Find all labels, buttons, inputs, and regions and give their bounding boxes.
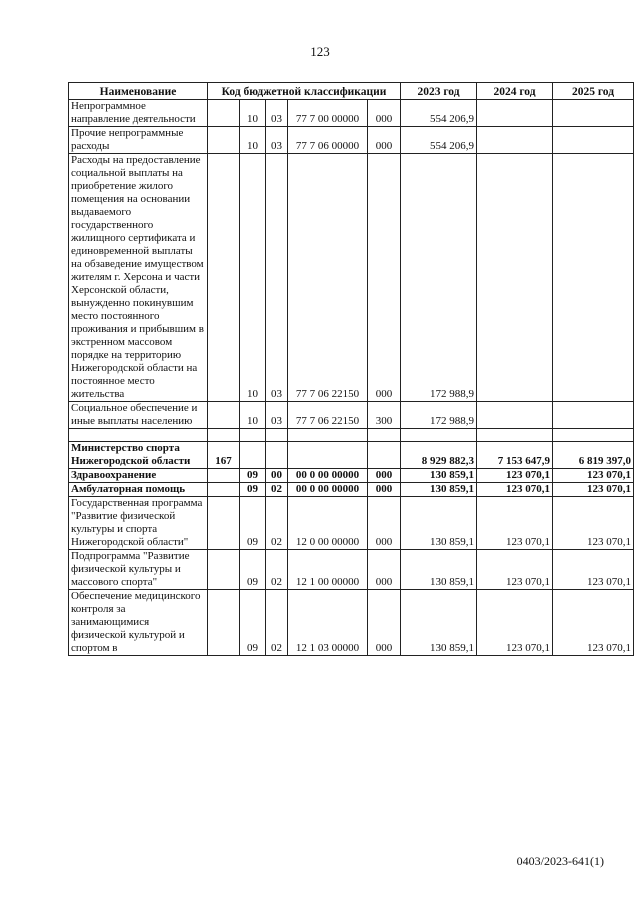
row-ved	[208, 590, 240, 656]
row-ved	[208, 483, 240, 497]
row-rz: 09	[240, 483, 266, 497]
row-2025	[553, 154, 634, 402]
table-row	[69, 550, 634, 590]
row-2025	[553, 127, 634, 154]
row-2023: 8 929 882,3	[401, 442, 477, 469]
row-2024	[477, 127, 553, 154]
row-2025: 123 070,1	[553, 497, 634, 550]
row-pr: 00	[266, 469, 288, 483]
row-pr: 02	[266, 550, 288, 590]
row-2025: 6 819 397,0	[553, 442, 634, 469]
header-2023: 2023 год	[401, 83, 477, 100]
row-2024: 123 070,1	[477, 590, 553, 656]
row-vr	[368, 442, 401, 469]
row-vr: 000	[368, 127, 401, 154]
row-rz: 10	[240, 154, 266, 402]
row-csr: 12 1 00 00000	[288, 550, 368, 590]
row-rz: 09	[240, 590, 266, 656]
row-2025: 123 070,1	[553, 483, 634, 497]
page-number: 123	[310, 44, 330, 59]
table-row	[69, 497, 634, 550]
table-row	[69, 469, 634, 483]
row-rz: 10	[240, 127, 266, 154]
row-2024: 123 070,1	[477, 483, 553, 497]
table-row	[69, 127, 634, 154]
row-pr: 02	[266, 497, 288, 550]
row-name: Социальное обеспечение и иные выплаты населению	[69, 402, 208, 429]
row-pr: 02	[266, 483, 288, 497]
row-2025: 123 070,1	[553, 550, 634, 590]
row-ved	[208, 550, 240, 590]
row-name: Прочие непрограммные расходы	[69, 127, 208, 154]
row-pr: 03	[266, 154, 288, 402]
row-name: Расходы на предоставление социальной выплаты на приобретение жилого помещения на основании выдаваемого государственного жилищного сертификата и единовременной выплаты на обзаведение имуществом жителям г. Херсона и части Херсонской области, вынужденно покинувшим место постоянного проживания и прибывшим в экстренном массовом порядке на территорию Нижегородской области на постоянное место жительства	[69, 154, 208, 402]
row-csr: 77 7 00 00000	[288, 100, 368, 127]
row-vr: 000	[368, 469, 401, 483]
row-ved	[208, 154, 240, 402]
row-2023: 130 859,1	[401, 550, 477, 590]
table-row	[69, 402, 634, 429]
row-vr: 000	[368, 100, 401, 127]
table-row	[69, 100, 634, 127]
row-vr: 000	[368, 483, 401, 497]
row-2024: 123 070,1	[477, 497, 553, 550]
row-ved	[208, 469, 240, 483]
budget-table	[68, 82, 634, 656]
spacer-row	[69, 429, 634, 442]
row-vr: 000	[368, 550, 401, 590]
row-name: Непрограммное направление деятельности	[69, 100, 208, 127]
row-vr: 000	[368, 497, 401, 550]
row-2024: 7 153 647,9	[477, 442, 553, 469]
row-2025: 123 070,1	[553, 469, 634, 483]
row-name: Обеспечение медицинского контроля за занимающимися физической культурой и спортом в	[69, 590, 208, 656]
row-csr: 12 0 00 00000	[288, 497, 368, 550]
row-2023: 130 859,1	[401, 590, 477, 656]
row-ved: 167	[208, 442, 240, 469]
header-name: Наименование	[69, 83, 208, 100]
row-2024	[477, 100, 553, 127]
row-rz: 09	[240, 469, 266, 483]
row-name: Министерство спорта Нижегородской области	[69, 442, 208, 469]
row-name: Государственная программа "Развитие физической культуры и спорта Нижегородской области"	[69, 497, 208, 550]
row-rz: 10	[240, 100, 266, 127]
table-row	[69, 483, 634, 497]
row-vr: 000	[368, 590, 401, 656]
row-pr: 03	[266, 127, 288, 154]
table-row	[69, 442, 634, 469]
row-2024	[477, 402, 553, 429]
header-2024: 2024 год	[477, 83, 553, 100]
row-2023: 554 206,9	[401, 127, 477, 154]
row-csr: 77 7 06 22150	[288, 154, 368, 402]
row-ved	[208, 402, 240, 429]
row-vr: 000	[368, 154, 401, 402]
row-2025	[553, 402, 634, 429]
row-csr: 77 7 06 22150	[288, 402, 368, 429]
row-2023: 130 859,1	[401, 483, 477, 497]
row-csr: 12 1 03 00000	[288, 590, 368, 656]
row-2024: 123 070,1	[477, 550, 553, 590]
row-name: Амбулаторная помощь	[69, 483, 208, 497]
row-ved	[208, 100, 240, 127]
document-code: 0403/2023-641(1)	[516, 854, 604, 868]
table-row	[69, 590, 634, 656]
header-code: Код бюджетной классификации	[208, 83, 401, 100]
row-2023: 130 859,1	[401, 497, 477, 550]
row-2024	[477, 154, 553, 402]
row-2025: 123 070,1	[553, 590, 634, 656]
row-pr: 03	[266, 402, 288, 429]
row-csr: 00 0 00 00000	[288, 469, 368, 483]
row-2023: 130 859,1	[401, 469, 477, 483]
row-csr	[288, 442, 368, 469]
row-ved	[208, 497, 240, 550]
row-rz: 10	[240, 402, 266, 429]
row-csr: 77 7 06 00000	[288, 127, 368, 154]
row-name: Подпрограмма "Развитие физической культуры и массового спорта"	[69, 550, 208, 590]
header-row	[69, 83, 634, 100]
row-2024: 123 070,1	[477, 469, 553, 483]
row-rz: 09	[240, 550, 266, 590]
header-2025: 2025 год	[553, 83, 634, 100]
row-csr: 00 0 00 00000	[288, 483, 368, 497]
row-pr: 02	[266, 590, 288, 656]
row-2023: 172 988,9	[401, 402, 477, 429]
row-2025	[553, 100, 634, 127]
row-2023: 172 988,9	[401, 154, 477, 402]
row-name: Здравоохранение	[69, 469, 208, 483]
row-pr: 03	[266, 100, 288, 127]
row-vr: 300	[368, 402, 401, 429]
row-ved	[208, 127, 240, 154]
table-row	[69, 154, 634, 402]
row-pr	[266, 442, 288, 469]
row-rz: 09	[240, 497, 266, 550]
row-rz	[240, 442, 266, 469]
row-2023: 554 206,9	[401, 100, 477, 127]
